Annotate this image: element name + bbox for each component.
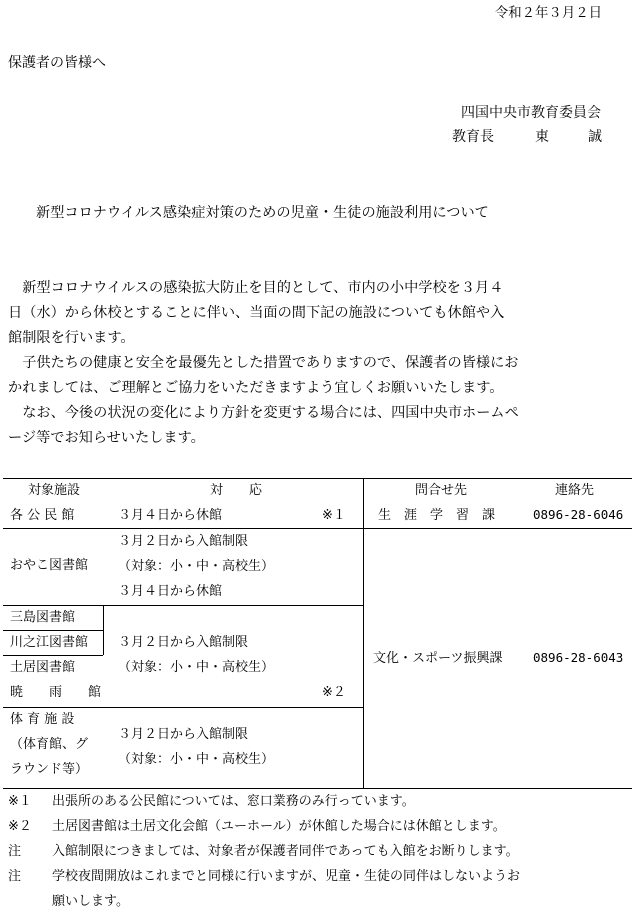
facility-oyako-library: おやこ図書館 xyxy=(10,558,89,573)
body-line: 日（水）から休校とすることに伴い、当面の間下記の施設についても休館や入 xyxy=(8,305,505,321)
note-text: 土居図書館は土居文化会館（ユーホール）が休館した場合には休館とします。 xyxy=(52,819,506,834)
response-text: （対象：小・中・高校生） xyxy=(118,559,275,574)
facility-sports: （体育館、グ xyxy=(10,737,89,752)
facility-community-centers: 各 公 民 館 xyxy=(10,508,75,523)
response-text: ３月４日から休館 xyxy=(118,508,223,523)
recipient-line: 保護者の皆様へ xyxy=(8,55,106,71)
note-mark: 注 xyxy=(8,844,22,859)
response-text: （対象：小・中・高校生） xyxy=(118,752,275,767)
note-mark: ※１ xyxy=(322,508,346,523)
header-facility: 対象施設 xyxy=(28,483,81,498)
table-rule xyxy=(3,478,632,479)
body-line: 新型コロナウイルスの感染拡大防止を目的として、市内の小中学校を３月４ xyxy=(8,280,504,296)
note-text: 出張所のある公民館については、窓口業務のみ行っています。 xyxy=(52,794,415,809)
response-text: ３月２日から入館制限 xyxy=(118,534,249,549)
header-response: 対 応 xyxy=(210,483,263,498)
response-text: ３月４日から休館 xyxy=(118,584,223,599)
facility-doi-library: 土居図書館 xyxy=(10,660,76,675)
note-mark: ※２ xyxy=(322,685,346,700)
header-inquiry: 問合せ先 xyxy=(415,483,468,498)
table-rule xyxy=(3,707,363,708)
contact-phone: 0896-28-6046 xyxy=(533,507,624,522)
note-mark: 注 xyxy=(8,869,22,884)
note-mark: ※２ xyxy=(8,819,32,834)
response-text: ３月２日から入館制限 xyxy=(118,727,249,742)
sender-name-given: 東 xyxy=(535,129,549,145)
facility-kawanoe-library: 川之江図書館 xyxy=(10,635,89,650)
document-title: 新型コロナウイルス感染症対策のための児童・生徒の施設利用について xyxy=(36,205,489,221)
response-text: ３月２日から入館制限 xyxy=(118,635,249,650)
body-line: 子供たちの健康と安全を最優先とした措置でありますので、保護者の皆様にお xyxy=(8,355,519,371)
facility-mishima-library: 三島図書館 xyxy=(10,610,76,625)
sender-name-family: 誠 xyxy=(588,129,602,145)
table-rule xyxy=(3,630,103,631)
note-text: 入館制限につきましては、対象者が保護者同伴であっても入館をお断りします。 xyxy=(52,844,519,859)
table-rule xyxy=(3,605,363,606)
body-line: なお、今後の状況の変化により方針を変更する場合には、四国中央市ホームペ xyxy=(8,405,519,421)
body-line: ージ等でお知らせいたします。 xyxy=(8,430,205,446)
facility-sports: 体 育 施 設 xyxy=(10,712,75,727)
note-text: 願いします。 xyxy=(52,894,129,909)
sender-title: 教育長 xyxy=(452,129,494,145)
body-line: 館制限を行います。 xyxy=(8,330,135,346)
table-rule xyxy=(3,528,632,529)
body-line: かれましては、ご理解とご協力をいただきますよう宜しくお願いいたします。 xyxy=(8,380,504,396)
table-rule xyxy=(363,478,364,788)
contact-phone: 0896-28-6043 xyxy=(533,650,624,665)
table-rule xyxy=(103,605,104,655)
note-mark: ※１ xyxy=(8,794,32,809)
document-date: 令和２年３月２日 xyxy=(494,6,602,21)
header-contact: 連絡先 xyxy=(555,483,595,498)
note-text: 学校夜間開放はこれまでと同様に行いますが、児童・生徒の同伴はしないようお xyxy=(52,869,521,884)
facility-sports: ラウンド等） xyxy=(10,762,89,777)
sender-organization: 四国中央市教育委員会 xyxy=(461,105,601,121)
inquiry-department: 生 涯 学 習 課 xyxy=(378,508,496,523)
table-rule xyxy=(3,788,632,789)
inquiry-department: 文化・スポーツ振興課 xyxy=(373,651,503,666)
facility-gyouu-hall: 暁 雨 館 xyxy=(10,685,102,700)
response-text: （対象：小・中・高校生） xyxy=(118,660,275,675)
table-rule xyxy=(3,655,103,656)
